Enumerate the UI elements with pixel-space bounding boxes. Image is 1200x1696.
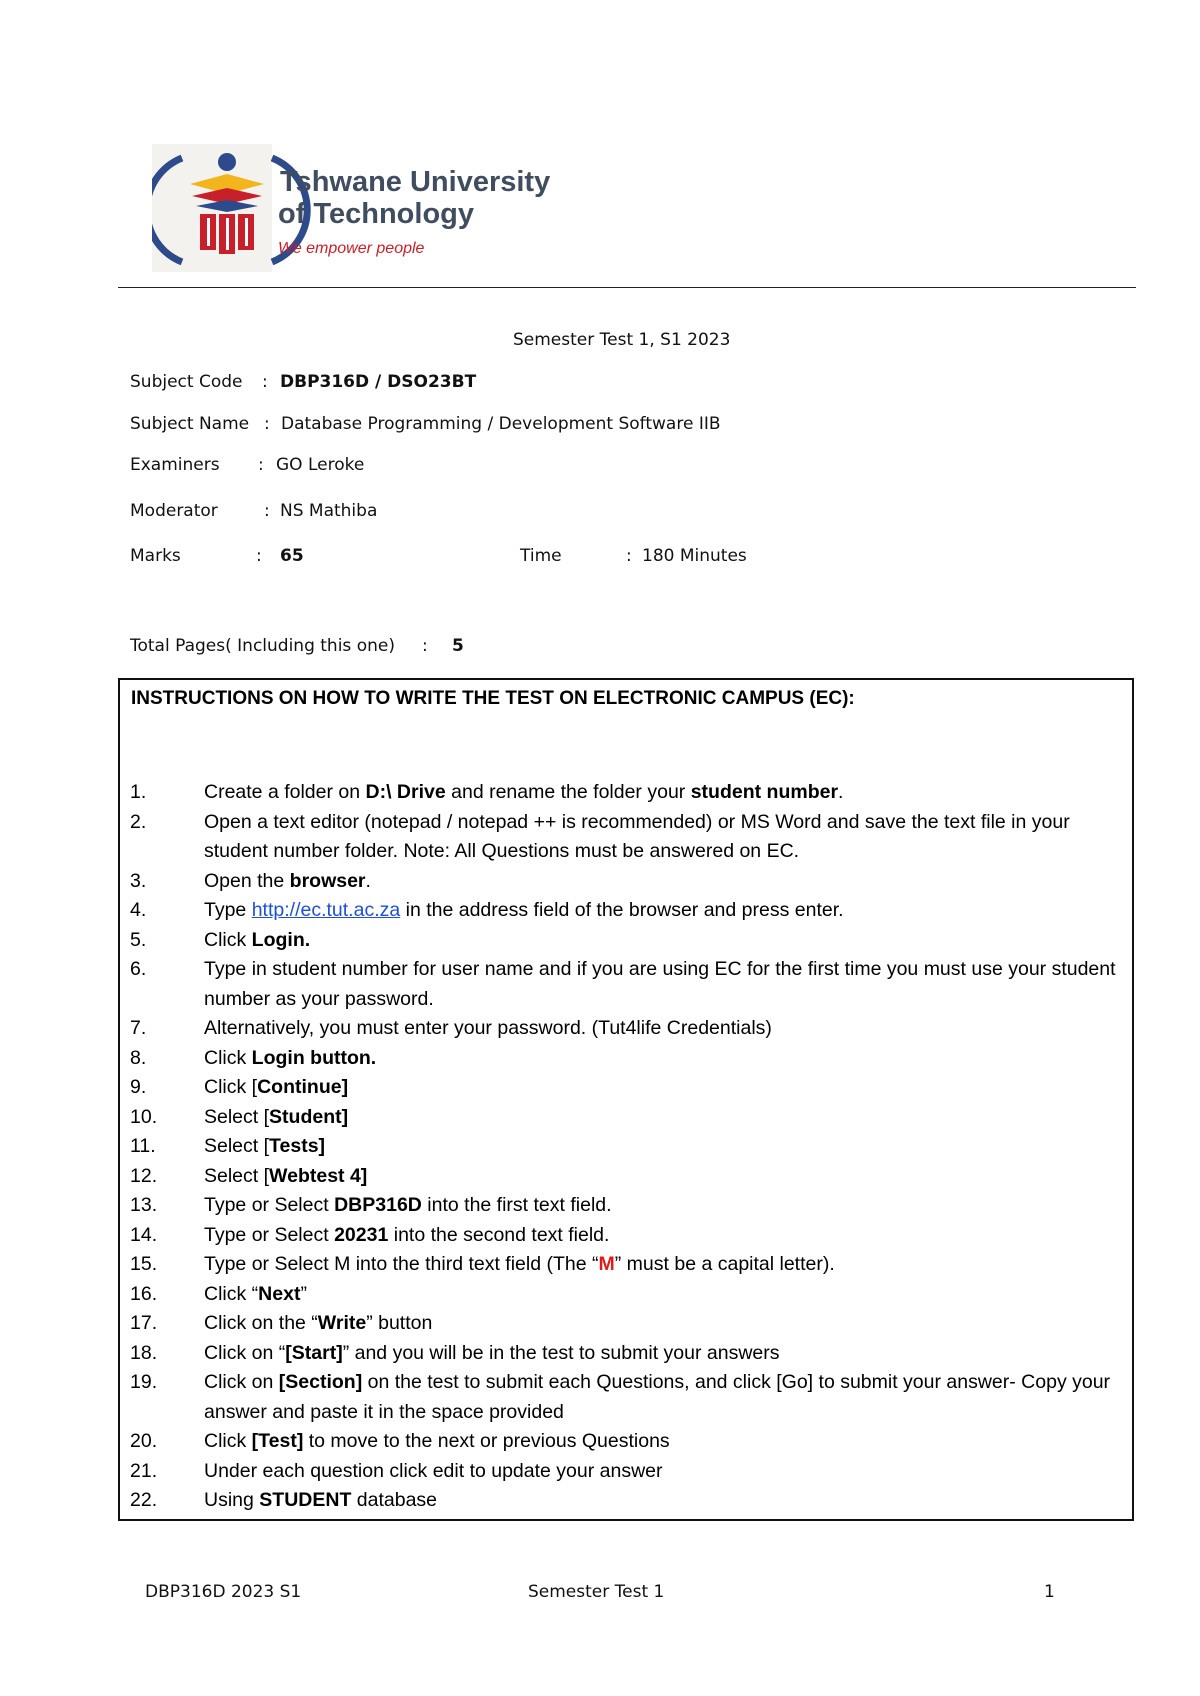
step-text: [204, 1162, 1130, 1192]
step-number: 7.: [130, 1017, 147, 1039]
step-text-part: to move to the next or previous Questions: [303, 1430, 670, 1452]
logo-tagline: We empower people: [278, 240, 425, 257]
step-text-part: and rename the folder your: [445, 781, 691, 803]
step-text-part: .: [365, 869, 371, 892]
step-text-bold: STUDENT: [259, 1489, 352, 1511]
step-text-part: Alternatively, you must enter your password. (Tut4life Credentials): [204, 1017, 772, 1039]
step-text-red: M: [598, 1253, 615, 1275]
step-number: 14.: [130, 1223, 158, 1246]
step-number: 8.: [130, 1046, 147, 1069]
colon: :: [262, 372, 268, 392]
step-text: [204, 808, 1130, 867]
instruction-step: [130, 1073, 1130, 1103]
step-number: 11.: [130, 1135, 156, 1157]
footer-course: DBP316D 2023 S1: [145, 1582, 302, 1602]
instruction-step: [130, 896, 1130, 926]
colon: :: [264, 501, 270, 521]
step-number: 4.: [130, 899, 147, 921]
step-text: [204, 1339, 1130, 1369]
step-number: 5.: [130, 928, 147, 951]
subject-code-label: Subject Code: [130, 372, 243, 392]
instruction-step: [130, 1250, 1130, 1280]
step-text-bold: Webtest 4]: [269, 1164, 368, 1187]
step-text: [204, 1191, 1130, 1221]
instruction-step: [130, 778, 1130, 808]
instruction-step: [130, 1132, 1130, 1162]
step-number: 13.: [130, 1194, 158, 1216]
page-number: 1: [1044, 1582, 1055, 1602]
step-text-part: ”: [300, 1282, 307, 1305]
test-title: Semester Test 1, S1 2023: [513, 330, 731, 350]
instruction-step: [130, 1162, 1130, 1192]
examiners-value: GO Leroke: [276, 455, 365, 475]
step-text-part: into the second text field.: [388, 1223, 610, 1246]
time-label: Time: [520, 546, 562, 566]
step-text: [204, 1427, 1130, 1457]
footer-title: Semester Test 1: [528, 1582, 665, 1602]
marks-label: Marks: [130, 546, 181, 566]
instruction-step: [130, 1339, 1130, 1369]
step-text-part: into the first text field.: [421, 1194, 612, 1216]
step-text-bold: Login button.: [251, 1046, 377, 1069]
step-number: 6.: [130, 958, 147, 980]
step-text-part: Type in student number for user name and if you are using EC for the first time you must use your student number as your password.: [204, 958, 1116, 1010]
step-text-bold: D:\ Drive: [365, 781, 446, 803]
subject-name-label: Subject Name: [130, 414, 250, 434]
step-number: 18.: [130, 1341, 158, 1364]
instruction-step: [130, 808, 1130, 867]
instructions-list: [130, 778, 1130, 1516]
step-text-part: Select [: [204, 1135, 270, 1157]
step-number: 17.: [130, 1312, 158, 1334]
step-text-bold: [Test]: [251, 1430, 304, 1452]
colon: :: [626, 546, 632, 566]
moderator-label: Moderator: [130, 501, 218, 521]
step-text-part: Click on “: [204, 1341, 286, 1364]
step-text: [204, 1044, 1130, 1074]
step-text: [204, 1368, 1130, 1427]
step-number: 1.: [130, 781, 147, 803]
step-text-part: Type: [204, 899, 252, 921]
total-pages-value: 5: [452, 636, 464, 656]
step-text-part: Open a text editor (notepad / notepad ++ is recommended) or MS Word and save the text file in your student number folder. Note: All Questions must be answered on EC.: [204, 810, 1070, 862]
logo-name-line2: of Technology: [278, 198, 475, 230]
step-text: [204, 1250, 1130, 1280]
colon: :: [258, 455, 264, 475]
instruction-step: [130, 1014, 1130, 1044]
step-text-bold: Tests]: [269, 1135, 326, 1157]
step-number: 16.: [130, 1282, 158, 1305]
instruction-step: [130, 1221, 1130, 1251]
step-number: 15.: [130, 1253, 158, 1275]
step-text-part: ” and you will be in the test to submit your answers: [342, 1341, 780, 1364]
step-text-bold: student number: [690, 781, 839, 803]
instruction-step: [130, 1191, 1130, 1221]
step-text: [204, 896, 1130, 926]
instruction-step: [130, 1457, 1130, 1487]
subject-code-value: DBP316D / DSO23BT: [280, 372, 477, 392]
time-value: 180 Minutes: [642, 546, 747, 566]
logo-name-line1: Tshwane University: [280, 166, 551, 198]
step-text: [204, 778, 1130, 808]
step-text: [204, 926, 1130, 956]
step-text: [204, 1132, 1130, 1162]
step-text-bold: Continue]: [257, 1076, 349, 1098]
step-text: [204, 1073, 1130, 1103]
step-text: [204, 955, 1130, 1014]
step-number: 10.: [130, 1105, 158, 1128]
step-text-part: Click “: [204, 1282, 259, 1305]
step-number: 2.: [130, 810, 147, 833]
step-text-part: .: [838, 781, 844, 803]
step-text-part: Click: [204, 1046, 252, 1069]
colon: :: [264, 414, 270, 434]
step-text-bold: [Section]: [278, 1371, 363, 1393]
instructions-heading: INSTRUCTIONS ON HOW TO WRITE THE TEST ON ELECTRONIC CAMPUS (EC):: [131, 688, 855, 709]
moderator-value: NS Mathiba: [280, 501, 378, 521]
step-text-bold: Next: [258, 1282, 301, 1305]
instruction-step: [130, 1309, 1130, 1339]
step-text: [204, 1457, 1130, 1487]
step-number: 22.: [130, 1489, 158, 1511]
instruction-step: [130, 1280, 1130, 1310]
step-text-part: Using: [204, 1489, 260, 1511]
step-text-part: on the test to submit each Questions, and click [Go] to submit your answer- Copy your answer and paste it in the space provided: [204, 1371, 1111, 1423]
step-text-bold: browser: [289, 869, 366, 892]
colon: :: [422, 636, 428, 656]
step-number: 12.: [130, 1164, 158, 1187]
step-text-bold: Student]: [269, 1105, 349, 1128]
step-text-part: Click on the “: [204, 1312, 318, 1334]
colon: :: [256, 546, 262, 566]
step-text: [204, 1103, 1130, 1133]
step-text: [204, 1486, 1130, 1516]
step-text-part: Select [: [204, 1105, 270, 1128]
step-number: 21.: [130, 1459, 158, 1482]
step-text-bold: Write: [317, 1312, 367, 1334]
subject-name-value: Database Programming / Development Software IIB: [281, 414, 721, 434]
step-text: [204, 867, 1130, 897]
marks-value: 65: [280, 546, 304, 566]
step-text-part: Click: [204, 928, 252, 951]
step-text-bold: 20231: [334, 1223, 389, 1246]
step-text-part: Click: [204, 1430, 252, 1452]
step-text-part: Type or Select: [204, 1223, 335, 1246]
step-text-part: Click on: [204, 1371, 279, 1393]
step-text: [204, 1280, 1130, 1310]
ec-link[interactable]: http://ec.tut.ac.za: [251, 899, 401, 921]
step-text-part: Open the: [204, 869, 290, 892]
step-number: 19.: [130, 1371, 158, 1393]
step-text: [204, 1221, 1130, 1251]
step-text-part: ” must be a capital letter).: [614, 1253, 835, 1275]
examiners-label: Examiners: [130, 455, 220, 475]
instruction-step: [130, 926, 1130, 956]
step-text-part: ” button: [366, 1312, 433, 1334]
instruction-step: [130, 1427, 1130, 1457]
step-number: 3.: [130, 869, 147, 892]
instruction-step: [130, 1044, 1130, 1074]
step-text-bold: Login.: [251, 928, 311, 951]
step-text-part: Click [: [204, 1076, 258, 1098]
step-text: [204, 1014, 1130, 1044]
instruction-step: [130, 1368, 1130, 1427]
step-text-part: Type or Select: [204, 1194, 335, 1216]
step-text-part: in the address field of the browser and press enter.: [400, 899, 844, 921]
step-text-part: Under each question click edit to update your answer: [204, 1459, 663, 1482]
step-text-bold: [Start]: [285, 1341, 343, 1364]
instruction-step: [130, 1103, 1130, 1133]
instruction-step: [130, 1486, 1130, 1516]
step-text-part: Select [: [204, 1164, 270, 1187]
step-number: 9.: [130, 1076, 147, 1098]
header-divider: [118, 287, 1136, 288]
instruction-step: [130, 955, 1130, 1014]
total-pages-label: Total Pages( Including this one): [130, 636, 395, 656]
step-text-part: Type or Select M into the third text field (The “: [204, 1253, 599, 1275]
step-text-part: database: [351, 1489, 438, 1511]
step-text: [204, 1309, 1130, 1339]
instruction-step: [130, 867, 1130, 897]
step-text-part: Create a folder on: [204, 781, 366, 803]
step-number: 20.: [130, 1430, 158, 1452]
step-text-bold: DBP316D: [334, 1194, 422, 1216]
